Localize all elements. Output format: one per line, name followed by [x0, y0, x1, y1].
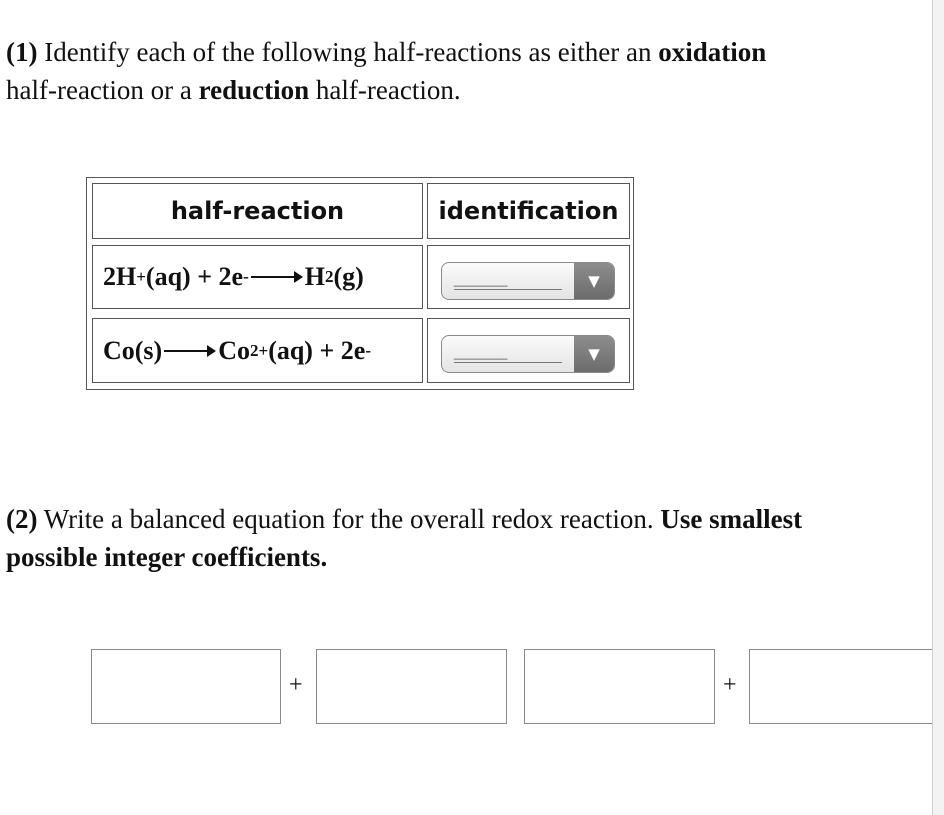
page-right-edge	[932, 0, 944, 815]
table-row-2-identification	[427, 318, 630, 383]
equation-input-3[interactable]	[524, 649, 715, 724]
question-2-number: (2)	[6, 504, 38, 534]
plus-sign-1: +	[289, 672, 303, 698]
equation-input-1[interactable]	[91, 649, 281, 724]
identification-select-2[interactable]	[441, 335, 615, 373]
question-2	[6, 500, 886, 576]
equation-input-4[interactable]	[749, 649, 932, 724]
table-row-1-identification	[427, 245, 630, 309]
half-reaction-1: 2H + (aq) + 2e - H 2 (g)	[103, 262, 364, 291]
reaction-arrow-icon	[251, 270, 303, 284]
identification-select-2-value: ________	[454, 344, 562, 363]
question-1-text-c: half-reaction.	[315, 75, 461, 105]
question-2-instruction: Use smallest possible integer coefficients.	[6, 504, 803, 572]
header-half-reaction: half-reaction	[92, 183, 423, 239]
question-1-text-b: half-reaction or a	[6, 75, 192, 105]
reaction-arrow-icon	[164, 344, 216, 358]
header-identification: identification	[427, 183, 630, 239]
identification-select-1-value: ________	[454, 271, 562, 290]
question-2-text: Write a balanced equation for the overall redox reaction.	[43, 504, 654, 534]
dropdown-arrow-icon[interactable]: ▼	[574, 263, 614, 299]
plus-sign-2: +	[723, 672, 737, 698]
half-reaction-2: Co(s) Co 2+ (aq) + 2e -	[103, 335, 371, 365]
question-1-oxidation: oxidation	[658, 37, 767, 67]
half-reaction-table	[86, 177, 634, 390]
question-1-number: (1)	[6, 37, 38, 67]
question-1-text-a: Identify each of the following half-reactions as either an	[44, 37, 652, 67]
table-row-2-reaction	[92, 318, 423, 383]
equation-input-2[interactable]	[316, 649, 507, 724]
dropdown-arrow-icon[interactable]: ▼	[574, 336, 614, 372]
identification-select-1[interactable]	[441, 262, 615, 300]
question-1-reduction: reduction	[198, 75, 310, 105]
table-row-1-reaction	[92, 245, 423, 309]
question-1	[6, 33, 886, 109]
